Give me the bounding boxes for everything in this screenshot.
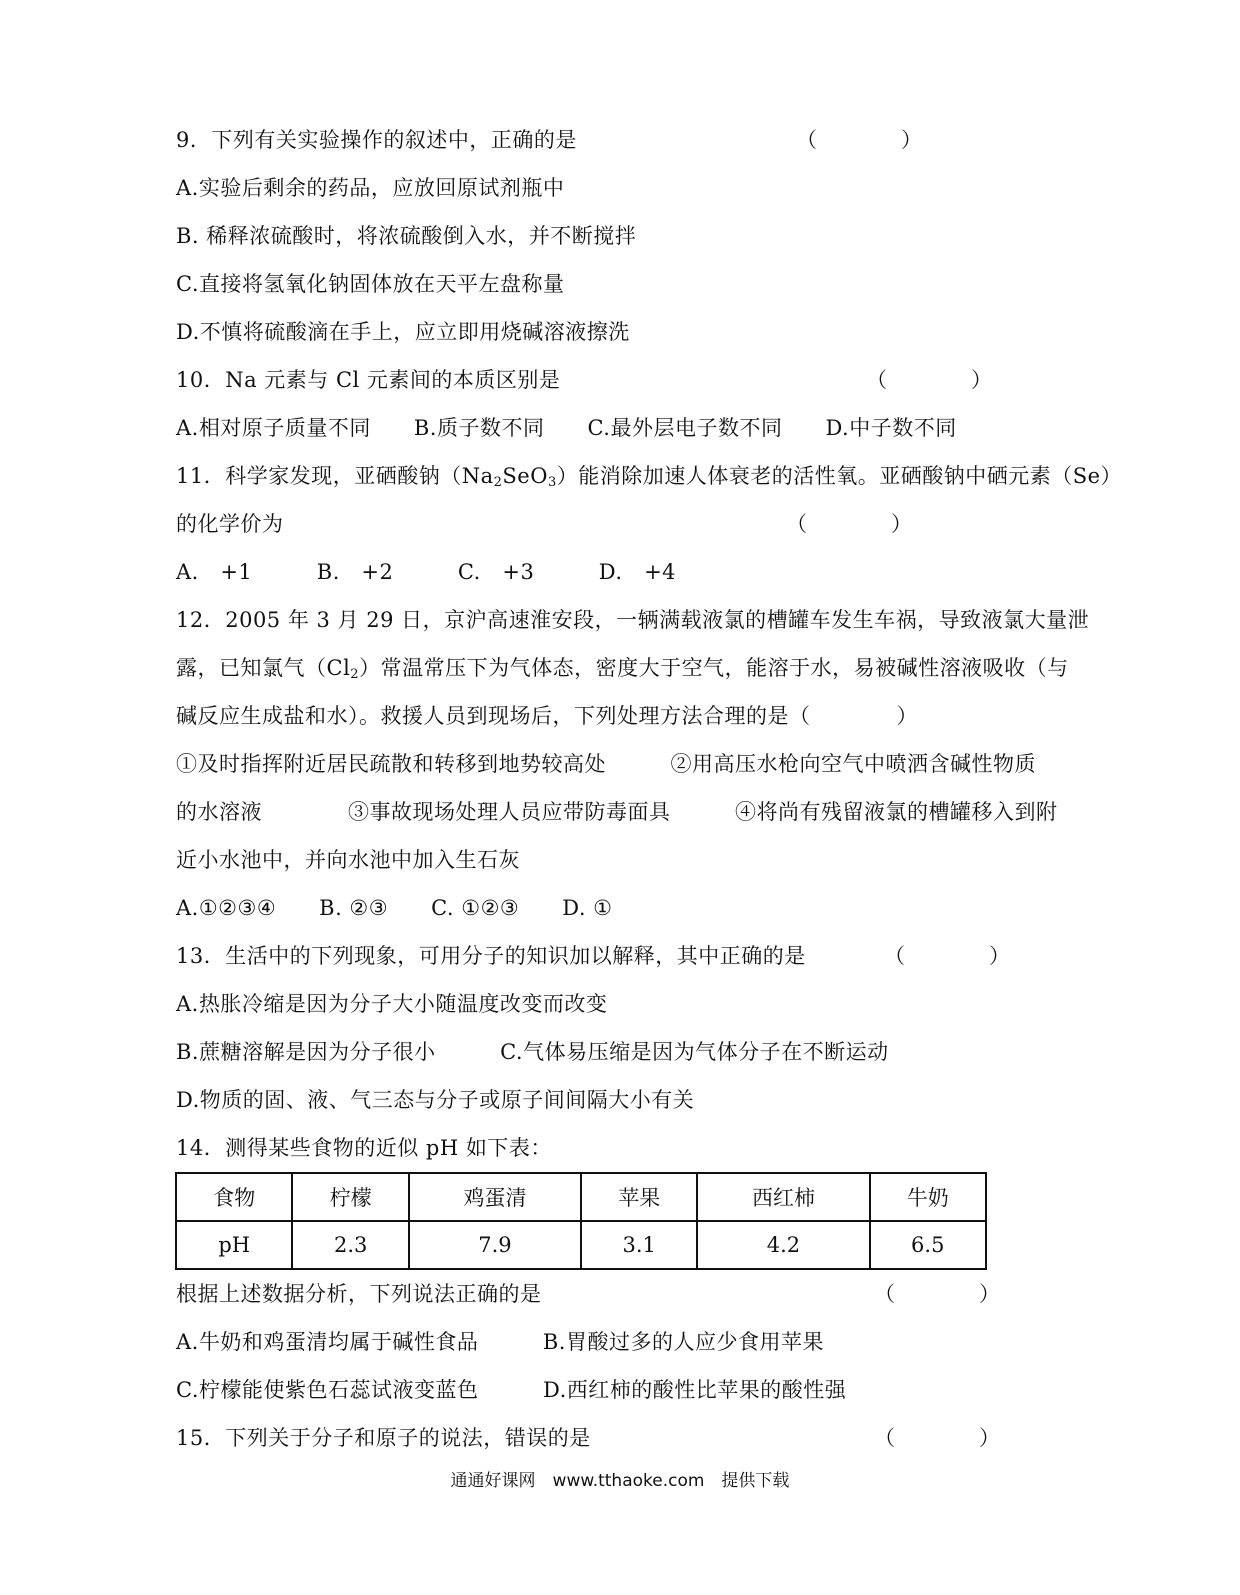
q9-option-a: A.实验后剩余的药品，应放回原试剂瓶中	[176, 176, 565, 200]
q14-answer-blank: （ ）	[874, 1282, 1000, 1306]
q11-stem-part-c: ）能消除加速人体衰老的活性氧。亚硒酸钠中硒元素（Se）	[556, 464, 1123, 488]
q14-stem: 14．测得某些食物的近似 pH 如下表：	[176, 1136, 552, 1160]
q11-subscript-3: 3	[547, 475, 557, 490]
table-cell: pH	[176, 1221, 292, 1269]
q12-line4: ①及时指挥附近居民疏散和转移到地势较高处 ②用高压水枪向空气中喷洒含碱性物质	[176, 752, 1036, 776]
q13-answer-blank: （ ）	[884, 944, 1010, 968]
q9-option-d: D.不慎将硫酸滴在手上，应立即用烧碱溶液擦洗	[176, 320, 630, 344]
table-cell: 牛奶	[870, 1173, 987, 1221]
q13-option-a: A.热胀冷缩是因为分子大小随温度改变而改变	[176, 992, 608, 1016]
q13-option-d: D.物质的固、液、气三态与分子或原子间间隔大小有关	[176, 1088, 695, 1112]
table-cell: 鸡蛋清	[409, 1173, 581, 1221]
q11-stem-part-a: 11．科学家发现，亚硒酸钠（Na	[176, 464, 494, 488]
q12-line2-part-a: 露，已知氯气（Cl	[176, 656, 351, 680]
q14-option-cd: C.柠檬能使紫色石蕊试液变蓝色 D.西红柿的酸性比苹果的酸性强	[176, 1378, 847, 1402]
table-cell: 苹果	[581, 1173, 697, 1221]
q12-options: A.①②③④ B. ②③ C. ①②③ D. ①	[176, 896, 613, 920]
q12-line2	[176, 654, 1069, 689]
q15-stem: 15．下列关于分子和原子的说法，错误的是	[176, 1426, 591, 1450]
q13-stem: 13．生活中的下列现象，可用分子的知识加以解释，其中正确的是	[176, 944, 806, 968]
table-cell: 3.1	[581, 1221, 697, 1269]
q12-line5: 的水溶液 ③事故现场处理人员应带防毒面具 ④将尚有残留液氯的槽罐移入到附	[176, 800, 1058, 824]
page-footer: 通通好课网 www.tthaoke.com 提供下载	[450, 1471, 790, 1491]
q14-option-ab: A.牛奶和鸡蛋清均属于碱性食品 B.胃酸过多的人应少食用苹果	[176, 1330, 824, 1354]
q13-option-bc: B.蔗糖溶解是因为分子很小 C.气体易压缩是因为气体分子在不断运动	[176, 1040, 889, 1064]
q9-option-b: B. 稀释浓硫酸时，将浓硫酸倒入水，并不断搅拌	[176, 224, 637, 248]
q11-options: A. +1 B. +2 C. +3 D. +4	[176, 560, 677, 584]
table-cell: 2.3	[292, 1221, 408, 1269]
q14-question: 根据上述数据分析，下列说法正确的是	[176, 1282, 542, 1306]
q10-stem: 10．Na 元素与 Cl 元素间的本质区别是	[176, 368, 561, 392]
table-cell: 柠檬	[292, 1173, 408, 1221]
ph-table-header-row	[176, 1173, 986, 1221]
q9-option-c: C.直接将氢氧化钠固体放在天平左盘称量	[176, 272, 565, 296]
q11-answer-blank: （ ）	[786, 512, 912, 536]
q9-stem: 9．下列有关实验操作的叙述中，正确的是	[176, 128, 577, 152]
q11-stem-line2: 的化学价为	[176, 512, 284, 536]
q11-stem	[176, 462, 1122, 497]
table-cell: 6.5	[870, 1221, 987, 1269]
q11-stem-part-b: SeO	[502, 464, 548, 488]
q11-subscript-2: 2	[493, 475, 503, 490]
q12-subscript-2: 2	[350, 667, 360, 682]
q12-line2-part-b: ）常温常压下为气体态，密度大于空气，能溶于水，易被碱性溶液吸收（与	[359, 656, 1069, 680]
table-cell: 食物	[176, 1173, 292, 1221]
ph-table	[175, 1172, 987, 1270]
table-cell: 4.2	[697, 1221, 869, 1269]
q9-answer-blank: （ ）	[796, 128, 922, 152]
q12-line3: 碱反应生成盐和水）。救援人员到现场后，下列处理方法合理的是（ ）	[176, 704, 918, 728]
q10-answer-blank: （ ）	[866, 368, 992, 392]
q10-options: A.相对原子质量不同 B.质子数不同 C.最外层电子数不同 D.中子数不同	[176, 416, 957, 440]
ph-table-value-row	[176, 1221, 986, 1269]
table-cell: 7.9	[409, 1221, 581, 1269]
q15-answer-blank: （ ）	[874, 1426, 1000, 1450]
table-cell: 西红柿	[697, 1173, 869, 1221]
q12-line1: 12．2005 年 3 月 29 日，京沪高速淮安段，一辆满载液氯的槽罐车发生车祸，导致液氯大量泄	[176, 608, 1090, 632]
q12-line6: 近小水池中，并向水池中加入生石灰	[176, 848, 520, 872]
